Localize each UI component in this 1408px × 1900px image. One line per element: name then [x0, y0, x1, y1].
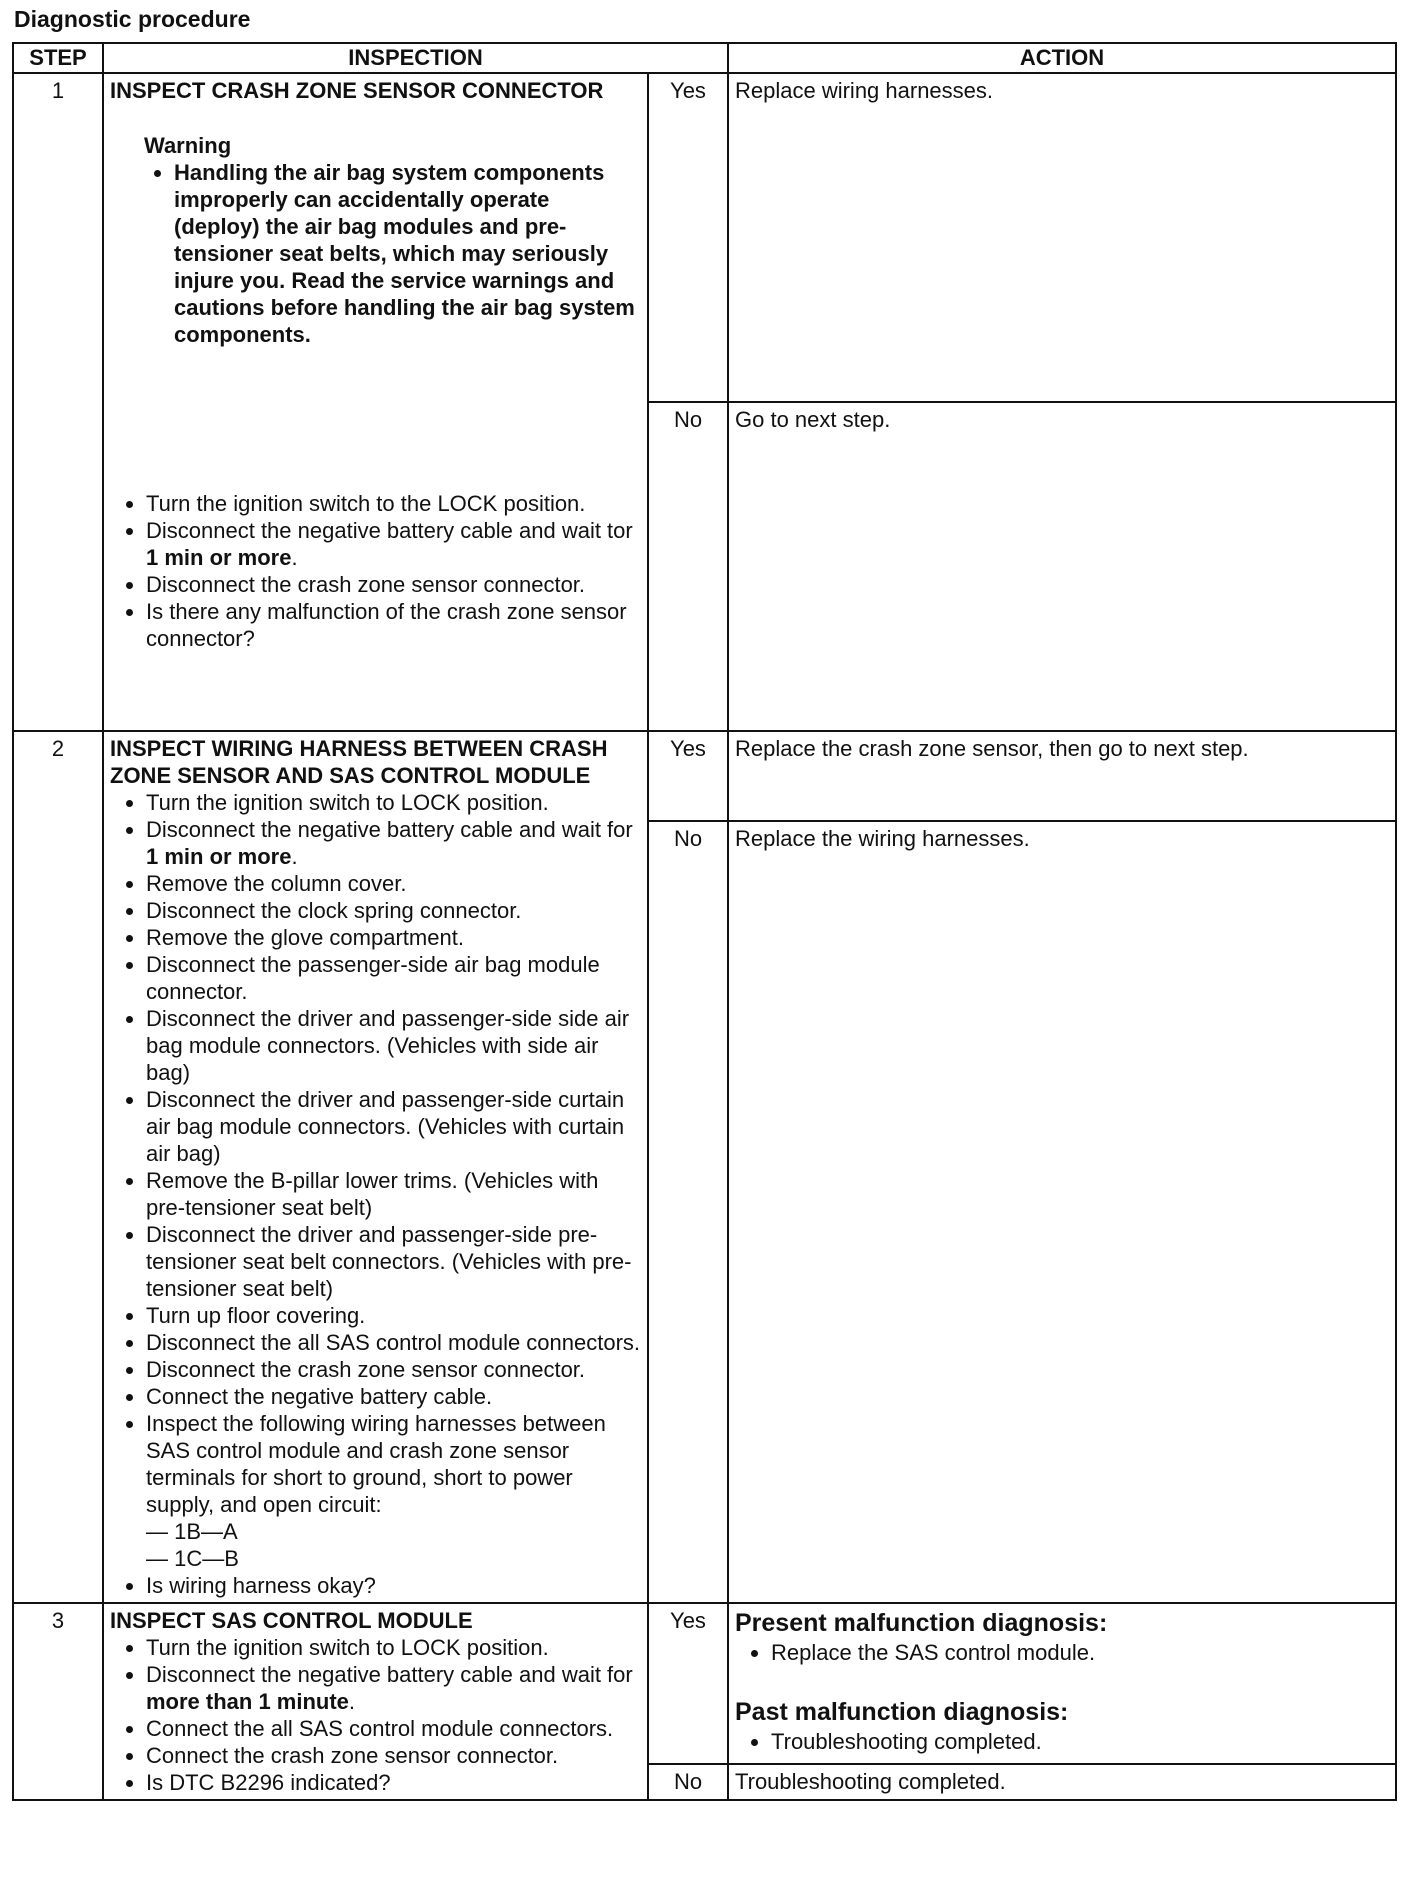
step2-yes-action: Replace the crash zone sensor, then go to next step.: [728, 731, 1396, 821]
list-item: • Turn the ignition switch to LOCK position.: [146, 1634, 641, 1661]
step2-no-action: Replace the wiring harnesses.: [728, 821, 1396, 1603]
list-item: • Disconnect the all SAS control module connectors.: [146, 1329, 641, 1356]
list-item: • Disconnect the driver and passenger-side curtain air bag module connectors. (Vehicles with curtain air bag): [146, 1086, 641, 1167]
step1-no-label: No: [648, 402, 728, 731]
step1-yes-label: Yes: [648, 73, 728, 402]
present-diagnosis-title: Present malfunction diagnosis:: [735, 1609, 1108, 1637]
diagnostic-table: [12, 42, 1397, 1801]
list-item: • Disconnect the driver and passenger-side pre-tensioner seat belt connectors. (Vehicles with pre-tensioner seat belt): [146, 1221, 641, 1302]
step1-warning: [144, 132, 641, 348]
step1-number: 1: [13, 73, 103, 731]
present-diagnosis-item: • Replace the SAS control module.: [771, 1639, 1389, 1666]
step3-inspection: [103, 1603, 648, 1800]
list-item: • Inspect the following wiring harnesses between SAS control module and crash zone sensor terminals for short to ground, short to power supply, and open circuit: — 1B—A — 1C—B: [146, 1410, 641, 1572]
step3-bullets: [110, 1634, 641, 1796]
list-item: • Disconnect the negative battery cable and wait tor 1 min or more.: [146, 517, 641, 571]
step3-yes-label: Yes: [648, 1603, 728, 1764]
terminal-list: [146, 1518, 641, 1572]
list-item: • Connect the all SAS control module connectors.: [146, 1715, 641, 1742]
step2-heading: INSPECT WIRING HARNESS BETWEEN CRASH ZONE SENSOR AND SAS CONTROL MODULE: [110, 736, 608, 788]
step1-yes-row: [13, 73, 1396, 402]
step1-yes-action: Replace wiring harnesses.: [728, 73, 1396, 402]
terminal-item: — 1B—A: [146, 1518, 641, 1545]
list-item: • Disconnect the negative battery cable and wait for more than 1 minute.: [146, 1661, 641, 1715]
header-inspection: INSPECTION: [103, 43, 728, 73]
list-item: • Connect the negative battery cable.: [146, 1383, 641, 1410]
header-row: [13, 43, 1396, 73]
header-action: ACTION: [728, 43, 1396, 73]
list-item: • Remove the column cover.: [146, 870, 641, 897]
list-item: • Disconnect the crash zone sensor connector.: [146, 1356, 641, 1383]
warning-title: Warning: [144, 133, 232, 158]
step3-no-label: No: [648, 1764, 728, 1800]
list-item: • Disconnect the driver and passenger-side side air bag module connectors. (Vehicles with side air bag): [146, 1005, 641, 1086]
list-item: • Disconnect the clock spring connector.: [146, 897, 641, 924]
step3-yes-row: [13, 1603, 1396, 1764]
list-item: • Turn the ignition switch to the LOCK position.: [146, 490, 641, 517]
step3-heading: INSPECT SAS CONTROL MODULE: [110, 1608, 473, 1633]
list-item: • Remove the glove compartment.: [146, 924, 641, 951]
step1-bullets: [110, 490, 641, 652]
list-item: • Disconnect the crash zone sensor connector.: [146, 571, 641, 598]
step2-number: 2: [13, 731, 103, 1603]
past-diagnosis-title: Past malfunction diagnosis:: [735, 1698, 1069, 1726]
list-item: • Is DTC B2296 indicated?: [146, 1769, 641, 1796]
list-item: • Turn up floor covering.: [146, 1302, 641, 1329]
header-step: STEP: [13, 43, 103, 73]
list-item: • Is wiring harness okay?: [146, 1572, 641, 1599]
step3-no-action: Troubleshooting completed.: [728, 1764, 1396, 1800]
step3-yes-action: [728, 1603, 1396, 1764]
terminal-item: — 1C—B: [146, 1545, 641, 1572]
list-item: • Turn the ignition switch to LOCK position.: [146, 789, 641, 816]
list-item: • Connect the crash zone sensor connector.: [146, 1742, 641, 1769]
step1-no-action: Go to next step.: [728, 402, 1396, 731]
list-item: • Is there any malfunction of the crash zone sensor connector?: [146, 598, 641, 652]
step1-heading: INSPECT CRASH ZONE SENSOR CONNECTOR: [110, 78, 604, 103]
step1-inspection: [103, 73, 648, 731]
past-diagnosis-item: • Troubleshooting completed.: [771, 1728, 1389, 1755]
step2-inspection: [103, 731, 648, 1603]
step2-yes-row: [13, 731, 1396, 821]
step2-no-label: No: [648, 821, 728, 1603]
step3-number: 3: [13, 1603, 103, 1800]
step2-bullets: [110, 789, 641, 1599]
warning-text: • Handling the air bag system components improperly can accidentally operate (deploy) the air bag modules and pre-tensioner seat belts, which may seriously injure you. Read the service warnings and cautions before handling the air bag system components.: [174, 159, 641, 348]
list-item: • Remove the B-pillar lower trims. (Vehicles with pre-tensioner seat belt): [146, 1167, 641, 1221]
step2-yes-label: Yes: [648, 731, 728, 821]
list-item: • Disconnect the negative battery cable and wait for 1 min or more.: [146, 816, 641, 870]
page-title: Diagnostic procedure: [14, 6, 251, 32]
list-item: • Disconnect the passenger-side air bag module connector.: [146, 951, 641, 1005]
